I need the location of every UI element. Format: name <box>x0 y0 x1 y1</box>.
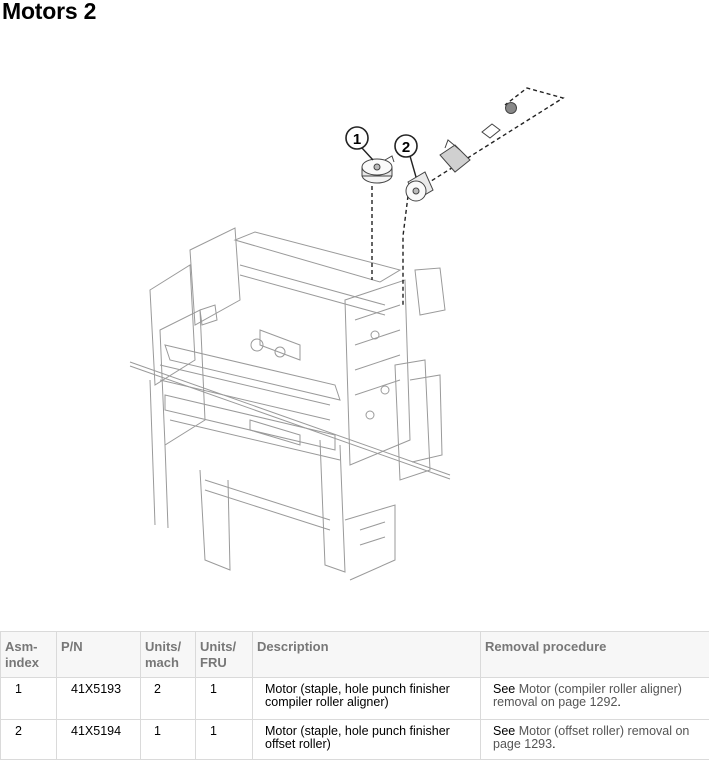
callout-2-label: 2 <box>401 139 411 156</box>
bracket-belt-gear <box>440 103 517 173</box>
finisher-exploded-illustration <box>0 80 709 600</box>
header-removal-procedure: Removal procedure <box>481 632 709 678</box>
leader-lines <box>372 88 563 305</box>
motor-1-part <box>362 156 394 183</box>
cell-description: Motor (staple, hole punch finisher offset roller) <box>253 720 481 760</box>
removal-period: . <box>617 695 621 709</box>
page-title: Motors 2 <box>2 0 97 24</box>
removal-see-text: See <box>493 682 519 696</box>
motor-2-part <box>406 172 433 201</box>
cell-description: Motor (staple, hole punch finisher compiler roller aligner) <box>253 678 481 720</box>
removal-link[interactable]: Motor (offset roller) removal on page 1293 <box>493 724 690 751</box>
removal-period: . <box>552 737 556 751</box>
header-pn: P/N <box>57 632 141 678</box>
callout-2 <box>395 135 417 177</box>
callout-1 <box>346 127 373 160</box>
header-units-fru: Units/ FRU <box>196 632 253 678</box>
cell-pn: 41X5194 <box>57 720 141 760</box>
cell-asm-index: 2 <box>1 720 57 760</box>
finisher-frame <box>130 228 450 580</box>
table-header-row <box>1 632 709 678</box>
cell-units-mach: 2 <box>141 678 196 720</box>
cell-units-fru: 1 <box>196 678 253 720</box>
table-row <box>1 720 709 760</box>
cell-removal-procedure <box>481 678 709 720</box>
cell-units-fru: 1 <box>196 720 253 760</box>
header-units-mach: Units/ mach <box>141 632 196 678</box>
parts-table <box>0 631 709 760</box>
callout-1-label: 1 <box>352 131 362 148</box>
removal-see-text: See <box>493 724 519 738</box>
table-row <box>1 678 709 720</box>
removal-link[interactable]: Motor (compiler roller aligner) removal on page 1292 <box>493 682 682 709</box>
cell-removal-procedure <box>481 720 709 760</box>
cell-asm-index: 1 <box>1 678 57 720</box>
header-asm-index: Asm- index <box>1 632 57 678</box>
cell-pn: 41X5193 <box>57 678 141 720</box>
header-description: Description <box>253 632 481 678</box>
cell-units-mach: 1 <box>141 720 196 760</box>
